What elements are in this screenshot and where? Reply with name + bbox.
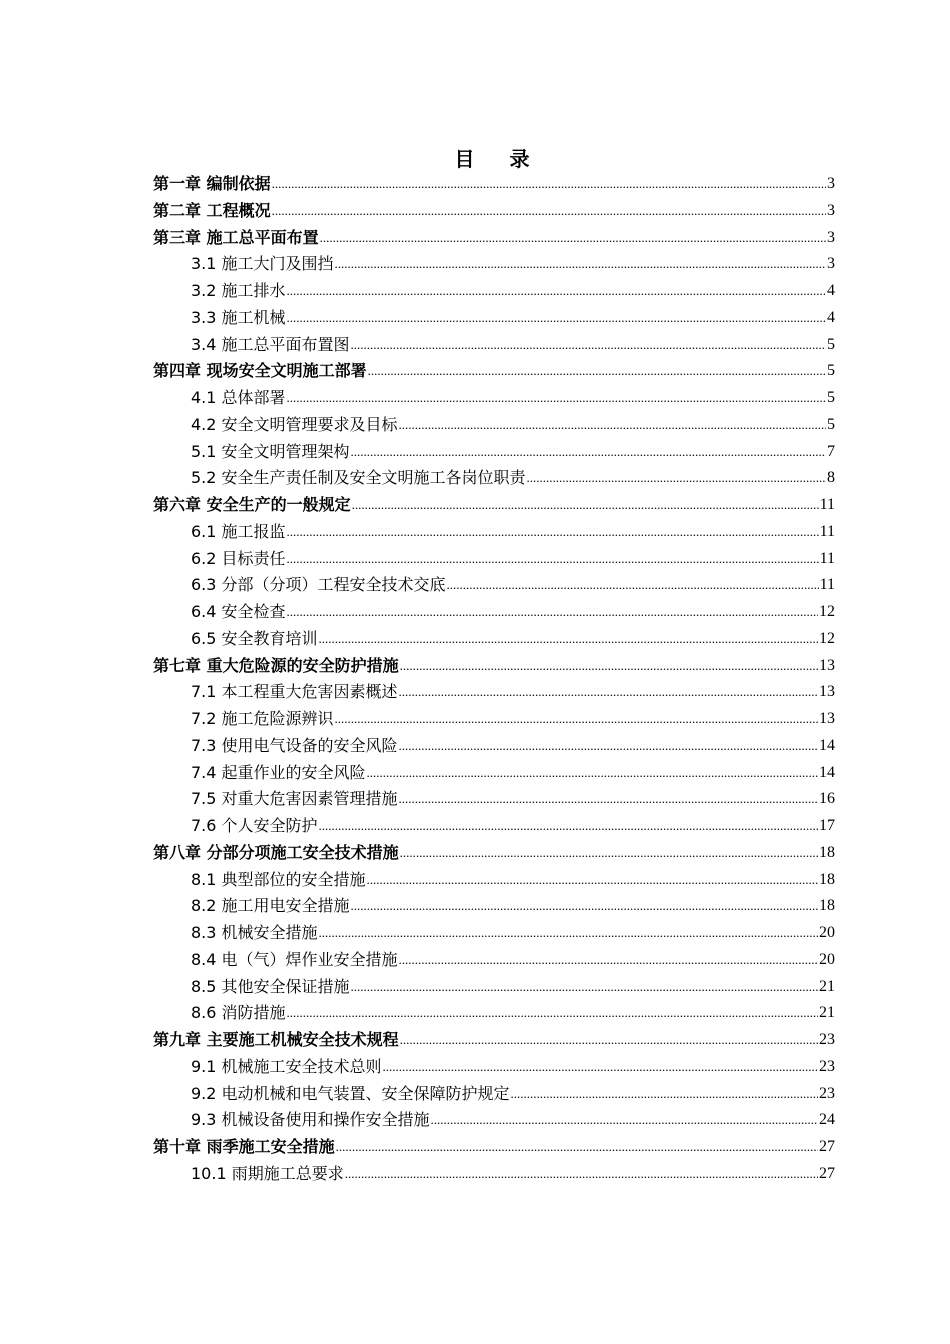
toc-entry-title: 8.6 消防措施	[191, 1003, 286, 1023]
toc-entry-title: 第一章 编制依据	[153, 174, 271, 193]
toc-dot-leader	[335, 251, 826, 278]
toc-section-entry[interactable]	[153, 519, 835, 546]
toc-entry-title: 7.4 起重作业的安全风险	[191, 762, 366, 782]
toc-entry-title: 8.3 机械安全措施	[191, 923, 318, 942]
toc-section-entry[interactable]	[153, 679, 835, 706]
toc-entry-title: 7.6 个人安全防护	[191, 816, 318, 835]
toc-page-number: 20	[819, 924, 835, 941]
toc-entry-title: 7.1 本工程重大危害因素概述	[191, 682, 398, 702]
toc-page-number: 11	[819, 496, 835, 513]
toc-entry-title: 4.2 安全文明管理要求及目标	[191, 414, 398, 434]
toc-dot-leader	[351, 974, 818, 1001]
toc-page-number: 21	[819, 1004, 835, 1022]
toc-chapter-entry[interactable]	[153, 198, 835, 225]
toc-page-number: 11	[819, 576, 835, 594]
toc-dot-leader	[399, 412, 826, 439]
toc-page-number: 27	[819, 1164, 835, 1182]
toc-page-number: 11	[819, 522, 835, 540]
toc-page-number: 14	[819, 736, 835, 754]
toc-entry-title: 6.4 安全检查	[191, 602, 286, 621]
toc-entry-title: 6.2 目标责任	[191, 548, 286, 568]
toc-page-number: 3	[827, 228, 835, 246]
toc-dot-leader	[352, 492, 819, 519]
toc-page-number: 18	[819, 843, 835, 861]
toc-entry-title: 7.2 施工危险源辨识	[191, 709, 334, 728]
toc-page-number: 4	[827, 282, 835, 299]
toc-entry-title: 10.1 雨期施工总要求	[191, 1163, 344, 1183]
toc-section-entry[interactable]	[153, 893, 835, 920]
toc-dot-leader	[272, 198, 826, 225]
toc-entry-title: 9.3 机械设备使用和操作安全措施	[191, 1110, 430, 1130]
toc-entry-title: 5.1 安全文明管理架构	[191, 441, 350, 461]
toc-page-number: 5	[827, 415, 835, 433]
toc-chapter-entry[interactable]	[153, 653, 835, 680]
toc-dot-leader	[511, 1081, 818, 1108]
toc-page-number: 23	[819, 1031, 835, 1048]
toc-entry-title: 第四章 现场安全文明施工部署	[153, 361, 367, 381]
toc-dot-leader	[287, 599, 818, 626]
toc-section-entry[interactable]	[153, 332, 835, 359]
toc-dot-leader	[400, 840, 818, 867]
toc-section-entry[interactable]	[153, 760, 835, 787]
toc-section-entry[interactable]	[153, 412, 835, 439]
toc-page-number: 13	[819, 710, 835, 727]
toc-entry-title: 6.1 施工报监	[191, 521, 286, 541]
toc-dot-leader	[287, 305, 826, 332]
toc-section-entry[interactable]	[153, 546, 835, 573]
toc-page-number: 23	[819, 1084, 835, 1102]
toc-section-entry[interactable]	[153, 867, 835, 894]
toc-dot-leader	[335, 706, 818, 733]
toc-section-entry[interactable]	[153, 733, 835, 760]
toc-section-entry[interactable]	[153, 1000, 835, 1027]
toc-section-entry[interactable]	[153, 1161, 835, 1188]
toc-section-entry[interactable]	[153, 1081, 835, 1108]
toc-section-entry[interactable]	[153, 251, 835, 278]
toc-section-entry[interactable]	[153, 1054, 835, 1081]
toc-entry-title: 第六章 安全生产的一般规定	[153, 495, 351, 514]
toc-entry-title: 第十章 雨季施工安全措施	[153, 1137, 335, 1156]
toc-page-number: 3	[827, 255, 835, 273]
toc-dot-leader	[287, 519, 819, 546]
toc-dot-leader	[287, 385, 826, 412]
toc-page-number: 27	[819, 1138, 835, 1155]
toc-entry-title: 第三章 施工总平面布置	[153, 227, 319, 247]
toc-section-entry[interactable]	[153, 1107, 835, 1134]
toc-chapter-entry[interactable]	[153, 1134, 835, 1161]
toc-entry-title: 8.4 电（气）焊作业安全措施	[191, 949, 398, 969]
toc-dot-leader	[319, 626, 818, 653]
toc-dot-leader	[399, 786, 818, 813]
toc-entry-title: 8.5 其他安全保证措施	[191, 976, 350, 996]
toc-dot-leader	[399, 947, 818, 974]
toc-section-entry[interactable]	[153, 278, 835, 305]
toc-dot-leader	[319, 920, 818, 947]
toc-dot-leader	[383, 1054, 818, 1081]
toc-page-number: 18	[819, 870, 835, 888]
toc-dot-leader	[287, 546, 819, 573]
toc-page-number: 24	[819, 1111, 835, 1129]
toc-dot-leader	[367, 760, 818, 787]
toc-page-number: 12	[819, 603, 835, 620]
toc-section-entry[interactable]	[153, 465, 835, 492]
toc-chapter-entry[interactable]	[153, 225, 835, 252]
toc-entry-title: 7.5 对重大危害因素管理措施	[191, 789, 398, 809]
toc-dot-leader	[400, 653, 818, 680]
toc-section-entry[interactable]	[153, 920, 835, 947]
toc-page-number: 7	[827, 442, 835, 460]
toc-entry-title: 第八章 分部分项施工安全技术措施	[153, 842, 399, 862]
toc-chapter-entry[interactable]	[153, 492, 835, 519]
toc-entry-title: 3.3 施工机械	[191, 307, 286, 327]
toc-page-number: 5	[827, 362, 835, 380]
toc-page-number: 8	[827, 469, 835, 487]
toc-page-number: 11	[819, 549, 835, 567]
toc-dot-leader	[287, 1000, 818, 1027]
toc-page-number: 18	[819, 897, 835, 915]
toc-entry-title: 4.1 总体部署	[191, 388, 286, 407]
toc-dot-leader	[431, 1107, 818, 1134]
toc-page-number: 14	[819, 763, 835, 781]
toc-entry-title: 3.2 施工排水	[191, 281, 286, 300]
toc-entry-title: 9.2 电动机械和电气装置、安全保障防护规定	[191, 1083, 510, 1103]
toc-entry-title: 5.2 安全生产责任制及安全文明施工各岗位职责	[191, 468, 526, 488]
toc-page-number: 20	[819, 950, 835, 968]
toc-dot-leader	[399, 733, 818, 760]
toc-entry-title: 9.1 机械施工安全技术总则	[191, 1056, 382, 1076]
toc-section-entry[interactable]	[153, 706, 835, 733]
toc-page-number: 13	[819, 683, 835, 701]
toc-section-entry[interactable]	[153, 439, 835, 466]
toc-page-number: 3	[827, 175, 835, 192]
toc-entry-title: 6.5 安全教育培训	[191, 628, 318, 648]
toc-page-number: 5	[827, 389, 835, 406]
toc-section-entry[interactable]	[153, 974, 835, 1001]
toc-chapter-entry[interactable]	[153, 1027, 835, 1054]
toc-entry-title: 第二章 工程概况	[153, 200, 271, 220]
toc-page-number: 23	[819, 1057, 835, 1075]
toc-page-number: 5	[827, 335, 835, 353]
toc-section-entry[interactable]	[153, 813, 835, 840]
page-title: 目 录	[454, 147, 544, 171]
toc-dot-leader	[351, 332, 826, 359]
toc-chapter-entry[interactable]	[153, 171, 835, 198]
toc-chapter-entry[interactable]	[153, 358, 835, 385]
toc-entry-title: 第七章 重大危险源的安全防护措施	[153, 655, 399, 675]
toc-page-number: 12	[819, 629, 835, 647]
toc-dot-leader	[345, 1161, 818, 1188]
toc-section-entry[interactable]	[153, 385, 835, 412]
toc-section-entry[interactable]	[153, 305, 835, 332]
toc-page-number: 13	[819, 656, 835, 674]
toc-dot-leader	[368, 358, 826, 385]
toc-section-entry[interactable]	[153, 786, 835, 813]
toc-entry-title: 3.4 施工总平面布置图	[191, 334, 350, 354]
toc-entry-title: 3.1 施工大门及围挡	[191, 254, 334, 274]
toc-section-entry[interactable]	[153, 599, 835, 626]
toc-entry-title: 7.3 使用电气设备的安全风险	[191, 735, 398, 755]
toc-entry-title: 8.2 施工用电安全措施	[191, 896, 350, 916]
toc-page-number: 4	[827, 308, 835, 326]
toc-section-entry[interactable]	[153, 626, 835, 653]
toc-dot-leader	[351, 439, 826, 466]
toc-entry-title: 第九章 主要施工机械安全技术规程	[153, 1030, 399, 1049]
toc-entry-title: 8.1 典型部位的安全措施	[191, 869, 366, 889]
toc-dot-leader	[399, 679, 818, 706]
toc-dot-leader	[400, 1027, 818, 1054]
toc-page-number: 21	[819, 977, 835, 995]
toc-dot-leader	[272, 171, 826, 198]
toc-page-number: 3	[827, 201, 835, 219]
toc-entry-title: 6.3 分部（分项）工程安全技术交底	[191, 575, 446, 595]
toc-section-entry[interactable]	[153, 947, 835, 974]
toc-section-entry[interactable]	[153, 572, 835, 599]
toc-dot-leader	[351, 893, 818, 920]
toc-dot-leader	[527, 465, 826, 492]
toc-dot-leader	[319, 813, 818, 840]
toc-chapter-entry[interactable]	[153, 840, 835, 867]
toc-dot-leader	[367, 867, 818, 894]
toc-dot-leader	[320, 225, 826, 252]
toc-page-number: 17	[819, 817, 835, 834]
toc-page-number: 16	[819, 790, 835, 808]
toc-dot-leader	[336, 1134, 818, 1161]
toc-dot-leader	[447, 572, 819, 599]
toc-dot-leader	[287, 278, 826, 305]
table-of-contents	[153, 171, 835, 1188]
